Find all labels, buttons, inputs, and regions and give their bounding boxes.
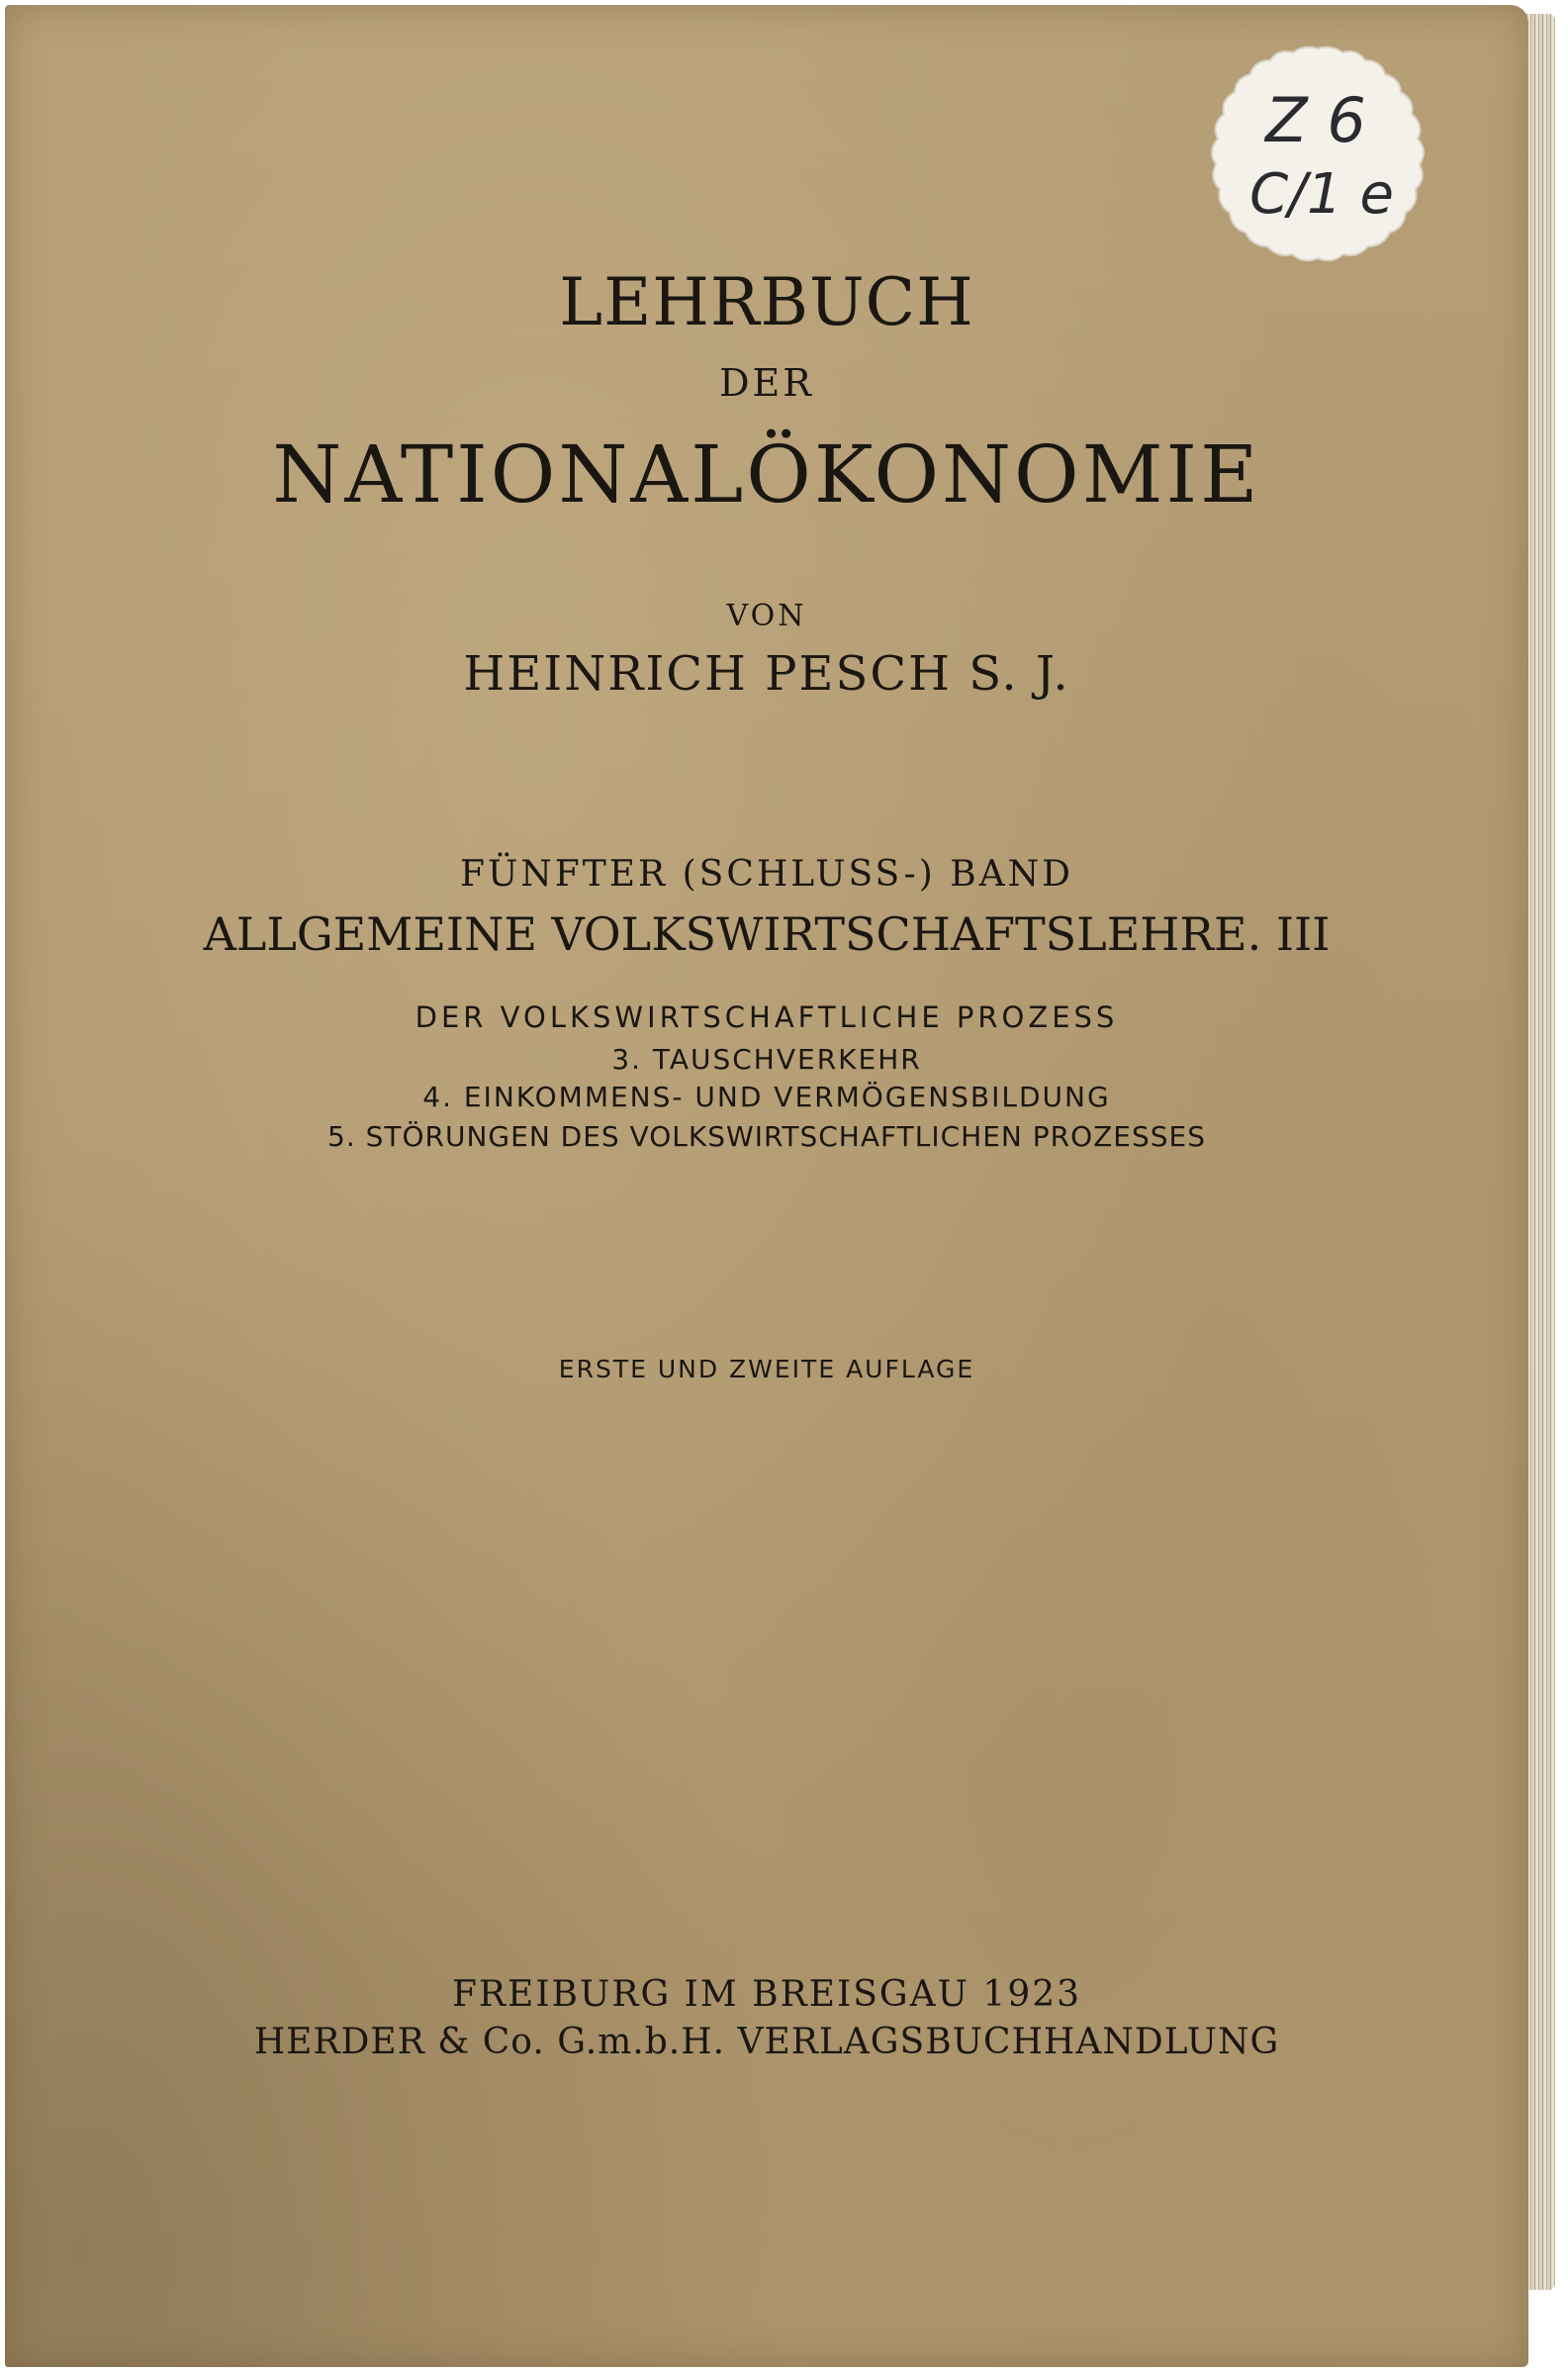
- contents-item: 3. TAUSCHVERKEHR: [611, 1043, 922, 1076]
- imprint-place-year: FREIBURG IM BREISGAU 1923: [451, 1974, 1082, 2015]
- author-name: HEINRICH PESCH S. J.: [463, 646, 1070, 702]
- section-heading: DER VOLKSWIRTSCHAFTLICHE PROZESS: [415, 1000, 1119, 1034]
- library-label-sticker: [1199, 45, 1436, 264]
- volume-subtitle: ALLGEMEINE VOLKSWIRTSCHAFTSLEHRE. III: [203, 907, 1331, 961]
- label-handwriting-line1: Z 6: [1265, 84, 1366, 156]
- title-line-1: LEHRBUCH: [559, 264, 974, 340]
- library-label-graphic: [1199, 45, 1436, 264]
- book-cover: [5, 5, 1528, 2367]
- edition-note: ERSTE UND ZWEITE AUFLAGE: [558, 1355, 975, 1383]
- contents-item: 5. STÖRUNGEN DES VOLKSWIRTSCHAFTLICHEN PROZESSES: [327, 1120, 1206, 1153]
- author-prefix: VON: [726, 599, 807, 633]
- imprint-publisher: HERDER & Co. G.m.b.H. VERLAGSBUCHHANDLUNG: [253, 2022, 1280, 2062]
- title-line-2: DER: [719, 361, 814, 405]
- label-handwriting-line2: C/1 e: [1249, 162, 1394, 227]
- contents-item: 4. EINKOMMENS- UND VERMÖGENSBILDUNG: [422, 1081, 1111, 1113]
- volume-band: FÜNFTER (SCHLUSS-) BAND: [459, 854, 1074, 895]
- title-line-3: NATIONALÖKONOMIE: [272, 428, 1261, 521]
